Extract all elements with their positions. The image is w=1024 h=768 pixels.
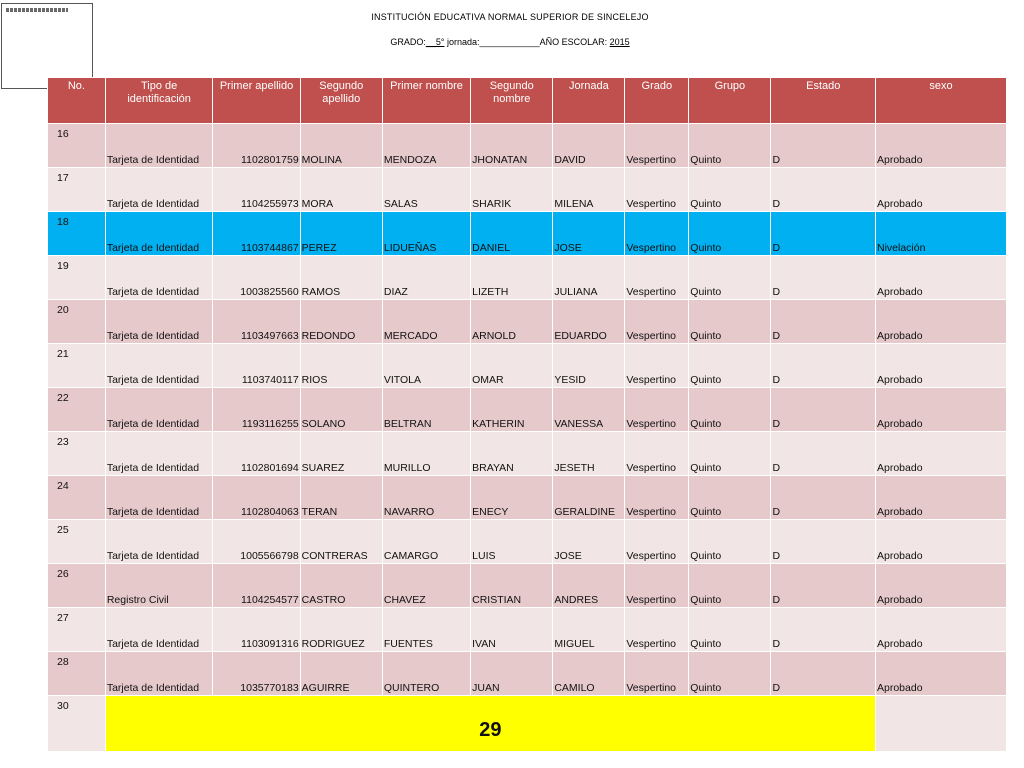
- cell-segundo-apellido: NAVARRO: [382, 476, 470, 520]
- cell-grado: Quinto: [689, 564, 771, 608]
- cell-estado: Aprobado: [876, 124, 1007, 168]
- cell-primer-apellido: PEREZ: [300, 212, 382, 256]
- logo-caption-lines: [6, 8, 68, 12]
- cell-estado: Aprobado: [876, 608, 1007, 652]
- column-header: Segundo nombre: [471, 78, 553, 124]
- cell-grupo: D: [771, 168, 876, 212]
- cell-primer-nombre: SHARIK: [471, 168, 553, 212]
- cell-jornada: Vespertino: [625, 476, 689, 520]
- cell-segundo-nombre: JULIANA: [553, 256, 625, 300]
- cell-grado: Quinto: [689, 344, 771, 388]
- cell-no: 22: [48, 388, 106, 432]
- cell-estado: Aprobado: [876, 652, 1007, 696]
- cell-jornada: Vespertino: [625, 432, 689, 476]
- cell-segundo-nombre: JOSE: [553, 212, 625, 256]
- cell-grupo: D: [771, 344, 876, 388]
- cell-primer-nombre: DANIEL: [471, 212, 553, 256]
- cell-grado: Quinto: [689, 212, 771, 256]
- cell-segundo-apellido: CAMARGO: [382, 520, 470, 564]
- total-row: [48, 696, 1007, 752]
- cell-documento: 1102801759: [213, 124, 300, 168]
- cell-grado: Quinto: [689, 168, 771, 212]
- cell-estado: Aprobado: [876, 344, 1007, 388]
- cell-segundo-nombre: CAMILO: [553, 652, 625, 696]
- cell-estado: Aprobado: [876, 256, 1007, 300]
- table-row: [48, 652, 1007, 696]
- cell-no: 21: [48, 344, 106, 388]
- column-header: Grado: [625, 78, 689, 124]
- cell-grupo: D: [771, 212, 876, 256]
- cell-grado: Quinto: [689, 432, 771, 476]
- cell-segundo-nombre: DAVID: [553, 124, 625, 168]
- table-row: [48, 300, 1007, 344]
- cell-primer-apellido: SUAREZ: [300, 432, 382, 476]
- cell-primer-nombre: ARNOLD: [471, 300, 553, 344]
- cell-estado: Aprobado: [876, 520, 1007, 564]
- column-header: No.: [48, 78, 106, 124]
- column-header: Jornada: [553, 78, 625, 124]
- cell-segundo-apellido: BELTRAN: [382, 388, 470, 432]
- cell-grupo: D: [771, 520, 876, 564]
- cell-segundo-apellido: LIDUEÑAS: [382, 212, 470, 256]
- cell-tipo-identificacion: Tarjeta de Identidad: [105, 652, 213, 696]
- cell-segundo-nombre: ANDRES: [553, 564, 625, 608]
- cell-tipo-identificacion: Tarjeta de Identidad: [105, 476, 213, 520]
- total-count: 29: [105, 696, 875, 752]
- cell-grupo: D: [771, 256, 876, 300]
- cell-primer-apellido: MORA: [300, 168, 382, 212]
- cell-estado: Aprobado: [876, 432, 1007, 476]
- table-row: [48, 608, 1007, 652]
- cell-primer-nombre: LUIS: [471, 520, 553, 564]
- cell-segundo-apellido: DIAZ: [382, 256, 470, 300]
- cell-segundo-apellido: FUENTES: [382, 608, 470, 652]
- cell-documento: 1005566798: [213, 520, 300, 564]
- page-subtitle: [330, 37, 690, 47]
- grado-prefix: GRADO:: [390, 37, 426, 47]
- cell-segundo-nombre: JESETH: [553, 432, 625, 476]
- jornada-blank: ____________: [479, 37, 540, 47]
- cell-primer-nombre: JUAN: [471, 652, 553, 696]
- cell-tipo-identificacion: Tarjeta de Identidad: [105, 300, 213, 344]
- cell-estado: Aprobado: [876, 168, 1007, 212]
- cell-segundo-nombre: YESID: [553, 344, 625, 388]
- cell-jornada: Vespertino: [625, 520, 689, 564]
- cell-jornada: Vespertino: [625, 256, 689, 300]
- cell-primer-apellido: TERAN: [300, 476, 382, 520]
- cell-segundo-apellido: MENDOZA: [382, 124, 470, 168]
- cell-tipo-identificacion: Tarjeta de Identidad: [105, 608, 213, 652]
- cell-estado: Aprobado: [876, 476, 1007, 520]
- table-row: [48, 256, 1007, 300]
- cell-grado: Quinto: [689, 520, 771, 564]
- cell-primer-apellido: MOLINA: [300, 124, 382, 168]
- ano-value: 2015: [609, 37, 630, 47]
- cell-grado: Quinto: [689, 476, 771, 520]
- cell-documento: 1102801694: [213, 432, 300, 476]
- cell-primer-apellido: CONTRERAS: [300, 520, 382, 564]
- cell-segundo-nombre: MIGUEL: [553, 608, 625, 652]
- cell-tipo-identificacion: Tarjeta de Identidad: [105, 432, 213, 476]
- cell-tipo-identificacion: Tarjeta de Identidad: [105, 212, 213, 256]
- cell-jornada: Vespertino: [625, 652, 689, 696]
- cell-estado: Aprobado: [876, 300, 1007, 344]
- cell-jornada: Vespertino: [625, 564, 689, 608]
- cell-documento: 1104255973: [213, 168, 300, 212]
- cell-no: 28: [48, 652, 106, 696]
- cell-no: 20: [48, 300, 106, 344]
- student-table: [47, 77, 1007, 752]
- cell-segundo-nombre: EDUARDO: [553, 300, 625, 344]
- table-body: [48, 124, 1007, 752]
- cell-grado: Quinto: [689, 652, 771, 696]
- cell-documento: 1103740117: [213, 344, 300, 388]
- cell-tipo-identificacion: Tarjeta de Identidad: [105, 344, 213, 388]
- cell-jornada: Vespertino: [625, 124, 689, 168]
- cell-jornada: Vespertino: [625, 212, 689, 256]
- cell-primer-nombre: IVAN: [471, 608, 553, 652]
- column-header: Tipo de identificación: [105, 78, 213, 124]
- cell-grupo: D: [771, 608, 876, 652]
- cell-segundo-nombre: VANESSA: [553, 388, 625, 432]
- cell-documento: 1003825560: [213, 256, 300, 300]
- cell-grupo: D: [771, 124, 876, 168]
- cell-estado: Aprobado: [876, 388, 1007, 432]
- cell-primer-nombre: KATHERIN: [471, 388, 553, 432]
- cell-primer-apellido: SOLANO: [300, 388, 382, 432]
- cell-segundo-apellido: MERCADO: [382, 300, 470, 344]
- grado-value: __5°: [425, 37, 445, 47]
- cell-grado: Quinto: [689, 388, 771, 432]
- cell-primer-nombre: OMAR: [471, 344, 553, 388]
- table-header-row: [48, 78, 1007, 124]
- column-header: sexo: [876, 78, 1007, 124]
- table-row: [48, 564, 1007, 608]
- cell-segundo-apellido: SALAS: [382, 168, 470, 212]
- cell-jornada: Vespertino: [625, 344, 689, 388]
- table-row: [48, 432, 1007, 476]
- column-header: Grupo: [689, 78, 771, 124]
- cell-grupo: D: [771, 564, 876, 608]
- cell-primer-apellido: REDONDO: [300, 300, 382, 344]
- column-header: Estado: [771, 78, 876, 124]
- cell-jornada: Vespertino: [625, 608, 689, 652]
- cell-primer-apellido: RODRIGUEZ: [300, 608, 382, 652]
- cell-documento: 1103497663: [213, 300, 300, 344]
- cell-grupo: D: [771, 300, 876, 344]
- cell-no: 25: [48, 520, 106, 564]
- cell-jornada: Vespertino: [625, 388, 689, 432]
- cell-tipo-identificacion: Tarjeta de Identidad: [105, 168, 213, 212]
- cell-no: 26: [48, 564, 106, 608]
- cell-jornada: Vespertino: [625, 168, 689, 212]
- cell-tipo-identificacion: Tarjeta de Identidad: [105, 124, 213, 168]
- cell-segundo-nombre: JOSE: [553, 520, 625, 564]
- jornada-label: jornada:: [446, 37, 480, 47]
- table-row: [48, 344, 1007, 388]
- cell-no: 16: [48, 124, 106, 168]
- total-row-empty: [876, 696, 1007, 752]
- ano-label: AÑO ESCOLAR:: [539, 37, 608, 47]
- cell-primer-nombre: LIZETH: [471, 256, 553, 300]
- cell-primer-apellido: AGUIRRE: [300, 652, 382, 696]
- cell-documento: 1103091316: [213, 608, 300, 652]
- page-title: INSTITUCIÓN EDUCATIVA NORMAL SUPERIOR DE SINCELEJO: [371, 12, 649, 22]
- cell-tipo-identificacion: Tarjeta de Identidad: [105, 520, 213, 564]
- cell-tipo-identificacion: Tarjeta de Identidad: [105, 256, 213, 300]
- cell-primer-apellido: CASTRO: [300, 564, 382, 608]
- cell-documento: 1193116255: [213, 388, 300, 432]
- cell-no: 18: [48, 212, 106, 256]
- cell-estado: Aprobado: [876, 564, 1007, 608]
- table-row: [48, 168, 1007, 212]
- cell-no: 23: [48, 432, 106, 476]
- cell-no: 19: [48, 256, 106, 300]
- cell-primer-nombre: ENECY: [471, 476, 553, 520]
- cell-grupo: D: [771, 432, 876, 476]
- cell-documento: 1104254577: [213, 564, 300, 608]
- cell-no: 17: [48, 168, 106, 212]
- cell-documento: 1103744867: [213, 212, 300, 256]
- table-row: [48, 476, 1007, 520]
- cell-segundo-apellido: MURILLO: [382, 432, 470, 476]
- column-header: Segundo apellido: [300, 78, 382, 124]
- cell-grupo: D: [771, 476, 876, 520]
- table-row: [48, 212, 1007, 256]
- cell-segundo-nombre: MILENA: [553, 168, 625, 212]
- cell-grado: Quinto: [689, 256, 771, 300]
- cell-grado: Quinto: [689, 300, 771, 344]
- table-row: [48, 388, 1007, 432]
- cell-grupo: D: [771, 388, 876, 432]
- cell-grado: Quinto: [689, 608, 771, 652]
- cell-primer-nombre: JHONATAN: [471, 124, 553, 168]
- column-header: Primer apellido: [213, 78, 300, 124]
- total-row-no: 30: [48, 696, 106, 752]
- cell-no: 24: [48, 476, 106, 520]
- cell-segundo-nombre: GERALDINE: [553, 476, 625, 520]
- cell-documento: 1035770183: [213, 652, 300, 696]
- cell-grado: Quinto: [689, 124, 771, 168]
- cell-documento: 1102804063: [213, 476, 300, 520]
- table-row: [48, 520, 1007, 564]
- cell-no: 27: [48, 608, 106, 652]
- column-header: Primer nombre: [382, 78, 470, 124]
- cell-estado: Nivelación: [876, 212, 1007, 256]
- cell-grupo: D: [771, 652, 876, 696]
- cell-primer-apellido: RIOS: [300, 344, 382, 388]
- cell-primer-nombre: BRAYAN: [471, 432, 553, 476]
- cell-jornada: Vespertino: [625, 300, 689, 344]
- table-row: [48, 124, 1007, 168]
- cell-primer-nombre: CRISTIAN: [471, 564, 553, 608]
- cell-segundo-apellido: QUINTERO: [382, 652, 470, 696]
- cell-segundo-apellido: CHAVEZ: [382, 564, 470, 608]
- cell-tipo-identificacion: Tarjeta de Identidad: [105, 388, 213, 432]
- cell-primer-apellido: RAMOS: [300, 256, 382, 300]
- cell-tipo-identificacion: Registro Civil: [105, 564, 213, 608]
- cell-segundo-apellido: VITOLA: [382, 344, 470, 388]
